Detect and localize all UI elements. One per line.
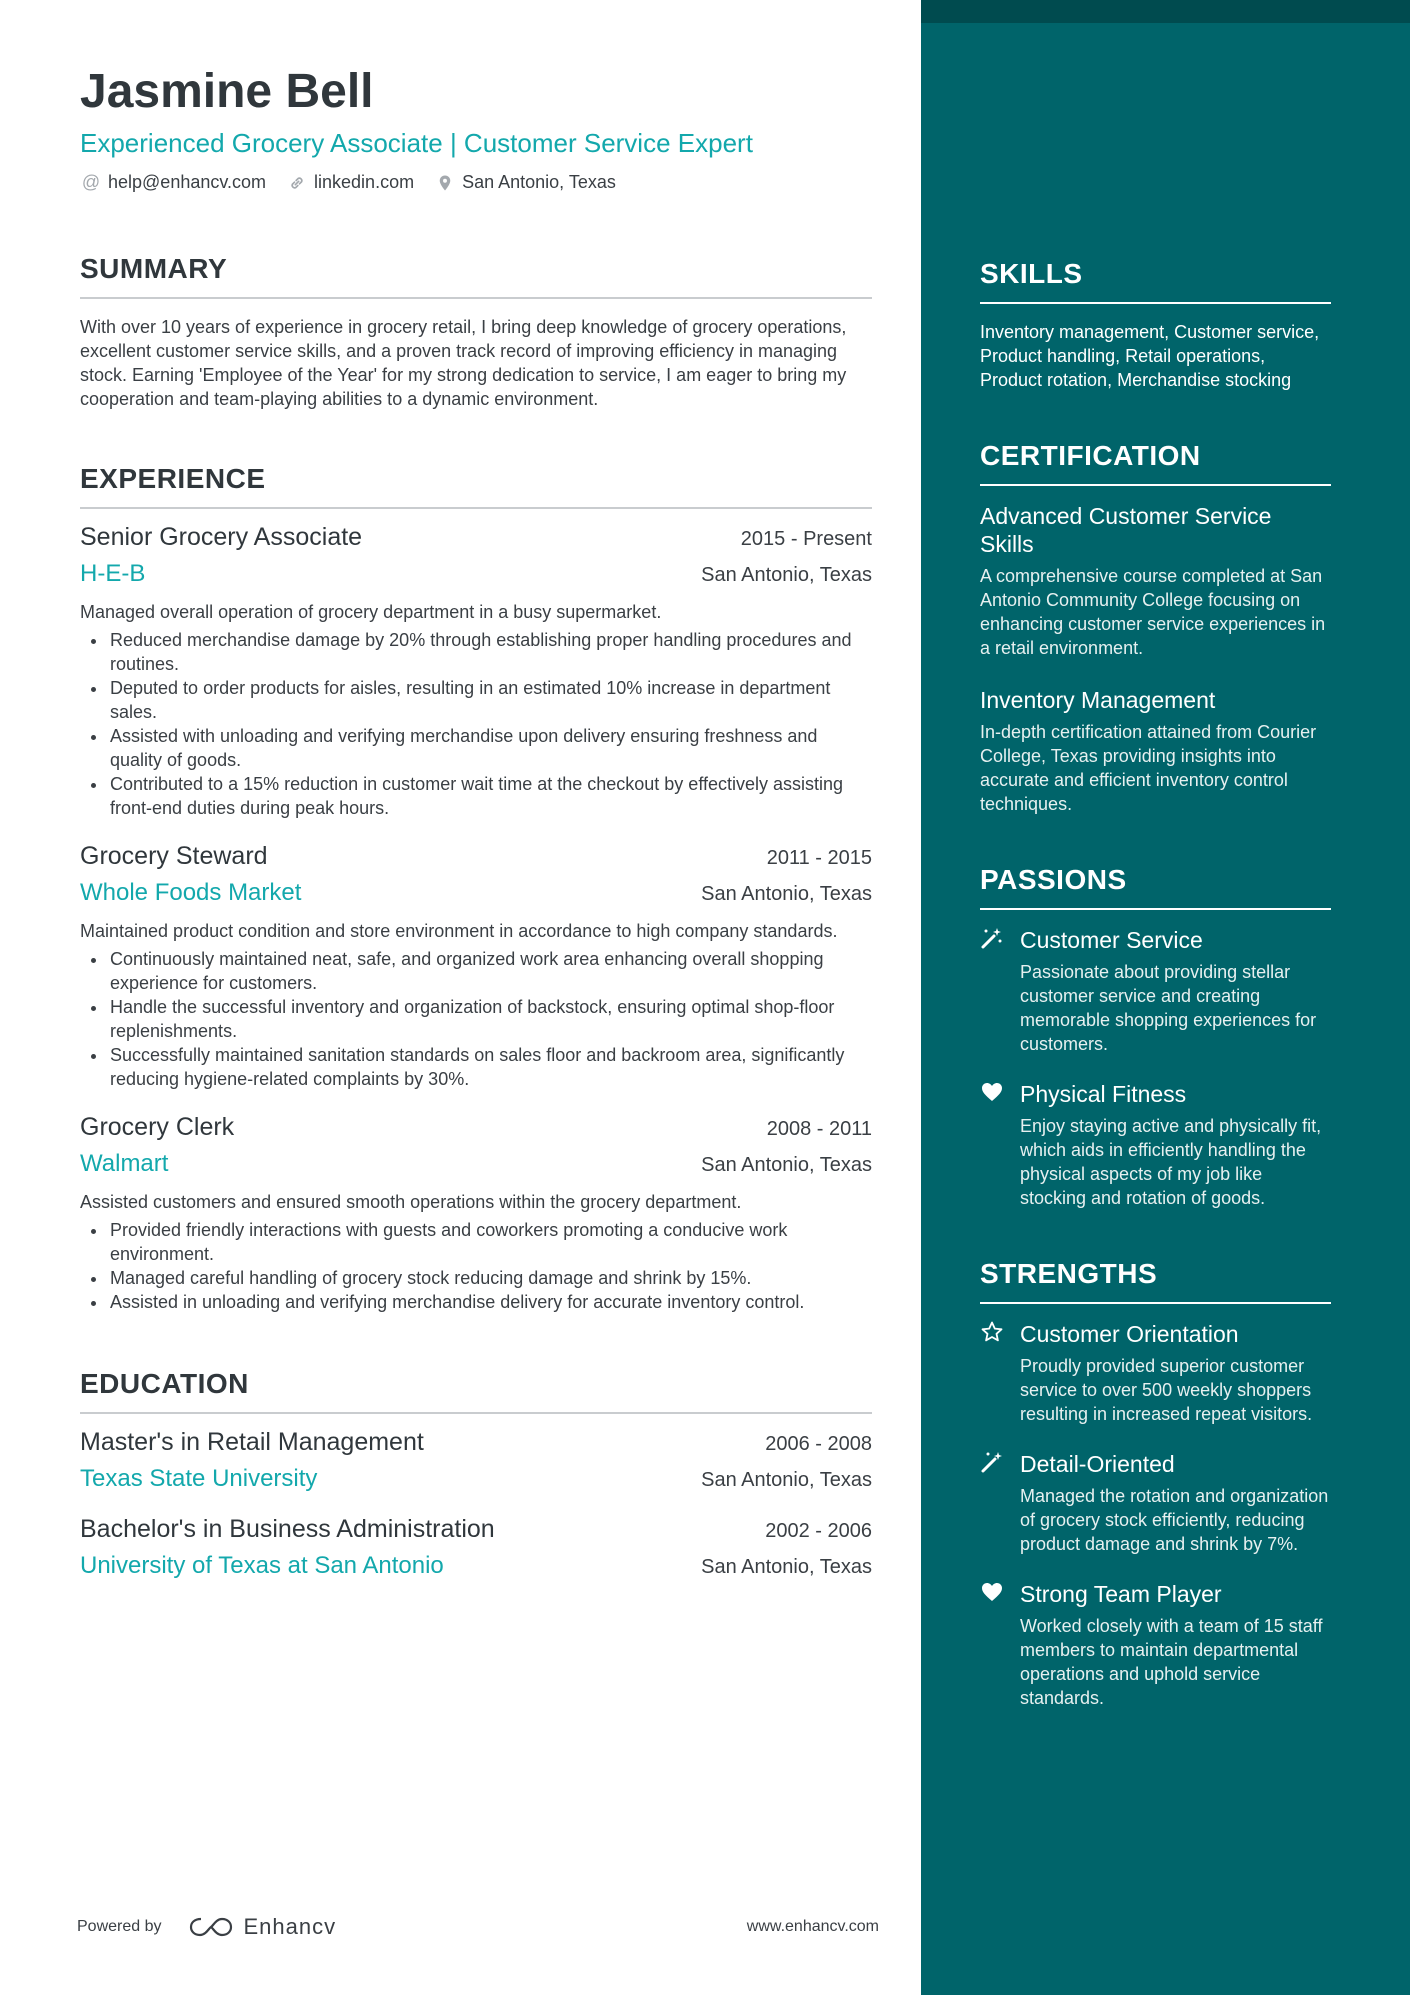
strengths-section [980, 1258, 1331, 1710]
strength-item [980, 1320, 1331, 1426]
job-description: Managed overall operation of grocery department in a busy supermarket. [80, 602, 662, 622]
job-bullet: • Continuously maintained neat, safe, and organized work area enhancing overall shopping experience for customers. [108, 947, 872, 995]
job-bullets [80, 628, 872, 820]
certification-name: Advanced Customer Service Skills [980, 503, 1272, 557]
location-pin-icon [434, 173, 456, 193]
education-date: 2002 - 2006 [765, 1520, 872, 1542]
job-title: Grocery Clerk [80, 1113, 235, 1141]
job-bullet: • Assisted with unloading and verifying merchandise upon delivery ensuring freshness and quality of goods. [108, 724, 872, 772]
certification-section [980, 440, 1331, 816]
contact-email[interactable] [80, 172, 266, 193]
heart-icon [980, 1580, 1020, 1710]
sidebar-content [980, 258, 1331, 1710]
contact-email-text: help@enhancv.com [108, 172, 267, 192]
contact-location-text: San Antonio, Texas [462, 172, 616, 192]
contact-linkedin-text: linkedin.com [314, 172, 415, 192]
summary-title: SUMMARY [80, 253, 872, 299]
contact-bar [80, 172, 872, 193]
candidate-name: Jasmine Bell [80, 65, 374, 118]
contact-location [434, 172, 616, 193]
passion-description: Enjoy staying active and physically fit, which aids in efficiently handling the physical aspects of my job like stocking and rotation of goods. [1020, 1116, 1322, 1208]
degree-name: Master's in Retail Management [80, 1428, 424, 1456]
summary-section [80, 253, 872, 411]
job-bullet: • Reduced merchandise damage by 20% through establishing proper handling procedures and routines. [108, 628, 872, 676]
job-entry [80, 1113, 872, 1314]
passion-description: Passionate about providing stellar customer service and creating memorable shopping experiences for customers. [1020, 962, 1317, 1054]
passion-title: Physical Fitness [1020, 1081, 1187, 1107]
job-bullet: • Successfully maintained sanitation standards on sales floor and backroom area, significantly reducing hygiene-related complaints by 30%. [108, 1043, 872, 1091]
certification-name: Inventory Management [980, 687, 1216, 713]
job-title: Grocery Steward [80, 842, 268, 870]
headline: Experienced Grocery Associate | Customer Service Expert [80, 128, 753, 158]
job-entry [80, 523, 872, 820]
job-date: 2015 - Present [740, 528, 872, 550]
powered-by-text: Powered by [77, 1918, 162, 1935]
education-location: San Antonio, Texas [701, 1556, 872, 1578]
certification-item [980, 502, 1331, 660]
powered-by [77, 1914, 336, 1940]
experience-title: EXPERIENCE [80, 463, 872, 509]
footer [77, 1914, 879, 1940]
skills-section [980, 258, 1331, 392]
job-bullet: • Handle the successful inventory and organization of backstock, ensuring optimal shop-floor replenishments. [108, 995, 872, 1043]
job-bullet: • Managed careful handling of grocery stock reducing damage and shrink by 15%. [108, 1266, 872, 1290]
certification-description: In-depth certification attained from Courier College, Texas providing insights into accurate and efficient inventory control techniques. [980, 722, 1317, 814]
company-name: H-E-B [80, 560, 146, 587]
strength-title: Detail-Oriented [1020, 1451, 1175, 1477]
company-name: Whole Foods Market [80, 879, 302, 906]
strengths-title: STRENGTHS [980, 1258, 1331, 1304]
job-bullet: • Assisted in unloading and verifying merchandise delivery for accurate inventory control. [108, 1290, 872, 1314]
education-date: 2006 - 2008 [765, 1433, 872, 1455]
link-icon [286, 173, 308, 193]
magic-wand-icon [980, 1450, 1020, 1556]
enhancv-logo-icon [188, 1915, 234, 1939]
job-description: Assisted customers and ensured smooth operations within the grocery department. [80, 1192, 742, 1212]
education-section [80, 1368, 872, 1580]
company-name: Walmart [80, 1150, 169, 1177]
job-bullet: • Provided friendly interactions with guests and coworkers promoting a conducive work environment. [108, 1218, 872, 1266]
brand-logo[interactable] [188, 1914, 337, 1940]
website-link[interactable]: www.enhancv.com [746, 1918, 879, 1935]
job-bullets [80, 1218, 872, 1314]
education-entry [80, 1515, 872, 1580]
job-date: 2011 - 2015 [766, 847, 872, 869]
sidebar [921, 0, 1410, 1995]
certification-description: A comprehensive course completed at San Antonio Community College focusing on enhancing customer service experiences in a retail environment. [980, 566, 1326, 658]
skills-title: SKILLS [980, 258, 1331, 304]
job-date: 2008 - 2011 [766, 1118, 872, 1140]
job-entry [80, 842, 872, 1091]
skills-text: Inventory management, Customer service, Product handling, Retail operations, Product rotation, Merchandise stocking [980, 322, 1320, 390]
school-name: Texas State University [80, 1465, 318, 1492]
summary-text: With over 10 years of experience in grocery retail, I bring deep knowledge of grocery operations, excellent customer service skills, and a proven track record of improving efficiency in managing stock. Earning 'Employee of the Year' for my strong dedication to service, I am eager to bring my cooperation and team-playing abilities to a dynamic environment. [80, 317, 847, 409]
education-location: San Antonio, Texas [701, 1469, 872, 1491]
degree-name: Bachelor's in Business Administration [80, 1515, 495, 1543]
job-bullets [80, 947, 872, 1091]
main-column [80, 60, 872, 1580]
job-location: San Antonio, Texas [701, 883, 872, 905]
certification-title: CERTIFICATION [980, 440, 1331, 486]
strength-title: Customer Orientation [1020, 1321, 1239, 1347]
passion-item [980, 1080, 1331, 1210]
certification-item [980, 686, 1331, 816]
education-entry [80, 1428, 872, 1493]
strength-description: Proudly provided superior customer service to over 500 weekly shoppers resulting in increased repeat visitors. [1020, 1356, 1313, 1424]
strength-item [980, 1450, 1331, 1556]
strength-description: Worked closely with a team of 15 staff members to maintain departmental operations and uphold service standards. [1020, 1616, 1323, 1708]
brand-name: Enhancv [243, 1914, 337, 1939]
education-title: EDUCATION [80, 1368, 872, 1414]
passions-section [980, 864, 1331, 1210]
at-icon: @ [81, 172, 101, 192]
strength-item [980, 1580, 1331, 1710]
contact-linkedin[interactable] [286, 172, 414, 193]
magic-wand-icon [980, 926, 1020, 1056]
experience-section [80, 463, 872, 1314]
school-name: University of Texas at San Antonio [80, 1552, 444, 1579]
sidebar-top-bar [921, 0, 1410, 23]
strength-description: Managed the rotation and organization of grocery stock efficiently, reducing product damage and shrink by 7%. [1020, 1486, 1329, 1554]
job-location: San Antonio, Texas [701, 564, 872, 586]
passion-title: Customer Service [1020, 927, 1203, 953]
star-icon [980, 1320, 1020, 1426]
job-description: Maintained product condition and store environment in accordance to high company standards. [80, 921, 838, 941]
job-location: San Antonio, Texas [701, 1154, 872, 1176]
passion-item [980, 926, 1331, 1056]
job-title: Senior Grocery Associate [80, 523, 363, 551]
job-bullet: • Contributed to a 15% reduction in customer wait time at the checkout by effectively assisting front-end duties during peak hours. [108, 772, 872, 820]
heart-icon [980, 1080, 1020, 1210]
passions-title: PASSIONS [980, 864, 1331, 910]
strength-title: Strong Team Player [1020, 1581, 1222, 1607]
job-bullet: • Deputed to order products for aisles, resulting in an estimated 10% increase in department sales. [108, 676, 872, 724]
